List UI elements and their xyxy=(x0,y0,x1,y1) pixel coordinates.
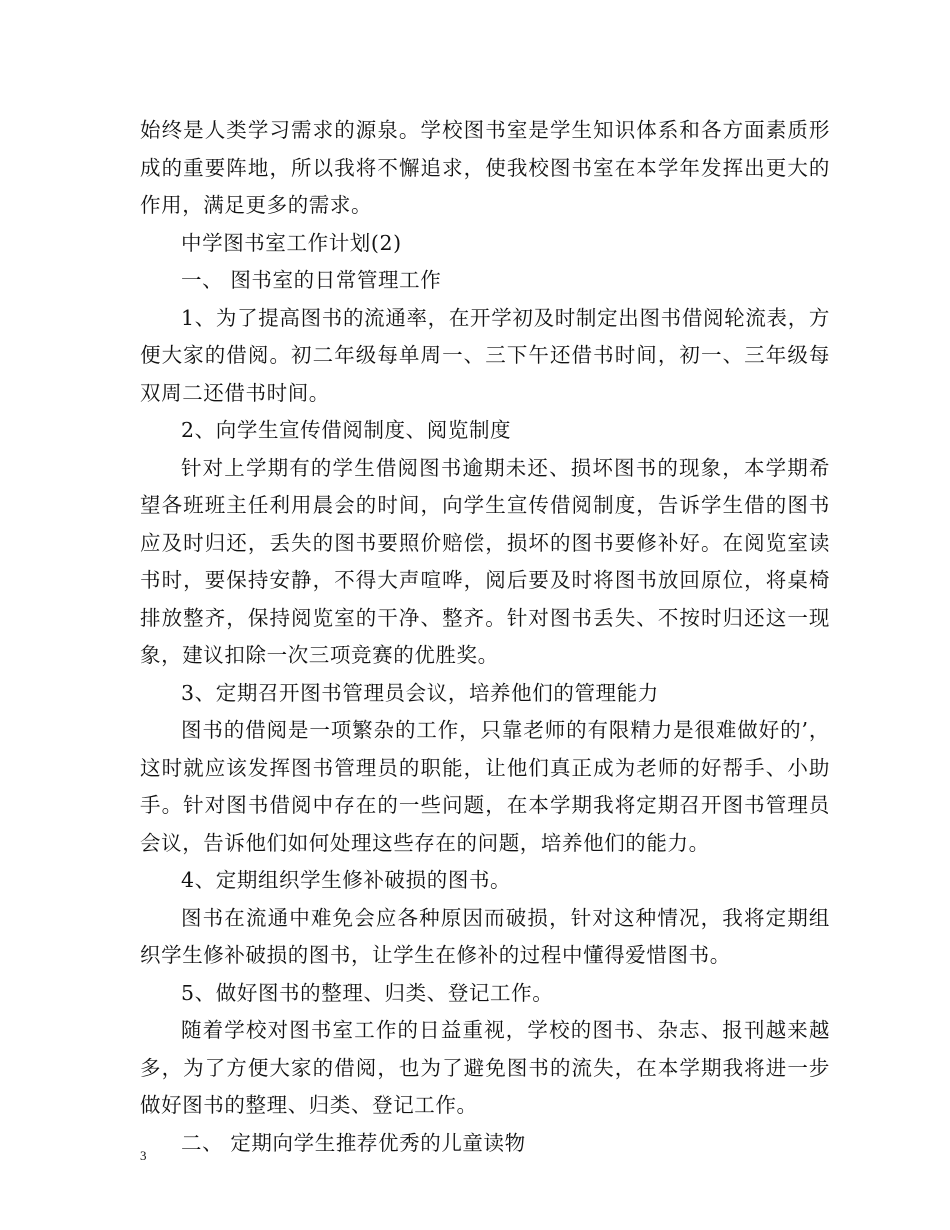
item-heading-4: 4、定期组织学生修补破损的图书。 xyxy=(181,868,512,892)
item-heading-2: 2、向学生宣传借阅制度、阅览制度 xyxy=(181,418,512,442)
item-heading-5: 5、做好图书的整理、归类、登记工作。 xyxy=(181,980,554,1005)
section-heading-plan: 中学图书室工作计划(2) xyxy=(181,230,402,255)
paragraph-book-organizing: 随着学校对图书室工作的日益重视，学校的图书、杂志、报刊越来越多，为了方便大家的借阅，也为了避免图书的流失，在本学期我将进一步做好图书的整理、归类、登记工作。 xyxy=(140,1018,830,1117)
paragraph-borrowing-rules: 针对上学期有的学生借阅图书逾期未还、损坏图书的现象，本学期希望各班班主任利用晨会的时间，向学生宣传借阅制度，告诉学生借的图书应及时归还，丢失的图书要照价赔偿，损坏的图书要修补好。在阅览室读书时，要保持安静，不得大声喧哗，阅后要及时将图书放回原位，将桌椅排放整齐，保持阅览室的干净、整齐。针对图书丢失、不按时归还这一现象，建议扣除一次三项竞赛的优胜奖。 xyxy=(140,455,830,667)
paragraph-item-1: 1、为了提高图书的流通率，在开学初及时制定出图书借阅轮流表，方便大家的借阅。初二年级每单周一、三下午还借书时间，初一、三年级每双周二还借书时间。 xyxy=(140,305,830,405)
section-heading-recommend-reading: 二、 定期向学生推荐优秀的儿童读物 xyxy=(181,1130,526,1155)
paragraph-book-repair: 图书在流通中难免会应各种原因而破损，针对这种情况，我将定期组织学生修补破损的图书，让学生在修补的过程中懂得爱惜图书。 xyxy=(140,905,830,967)
item-heading-3: 3、定期召开图书管理员会议，培养他们的管理能力 xyxy=(181,680,659,705)
page-number: 3 xyxy=(140,1148,147,1163)
paragraph-librarian-meeting: 图书的借阅是一项繁杂的工作，只靠老师的有限精力是很难做好的’，这时就应该发挥图书管理员的职能，让他们真正成为老师的好帮手、小助手。针对图书借阅中存在的一些问题，在本学期我将定期召开图书管理员会议，告诉他们如何处理这些存在的问题，培养他们的能力。 xyxy=(140,718,830,855)
paragraph-continuation: 始终是人类学习需求的源泉。学校图书室是学生知识体系和各方面素质形成的重要阵地，所以我将不懈追求，使我校图书室在本学年发挥出更大的作用，满足更多的需求。 xyxy=(140,118,830,217)
section-heading-daily-management: 一、 图书室的日常管理工作 xyxy=(181,268,442,292)
document-body xyxy=(140,112,830,1162)
